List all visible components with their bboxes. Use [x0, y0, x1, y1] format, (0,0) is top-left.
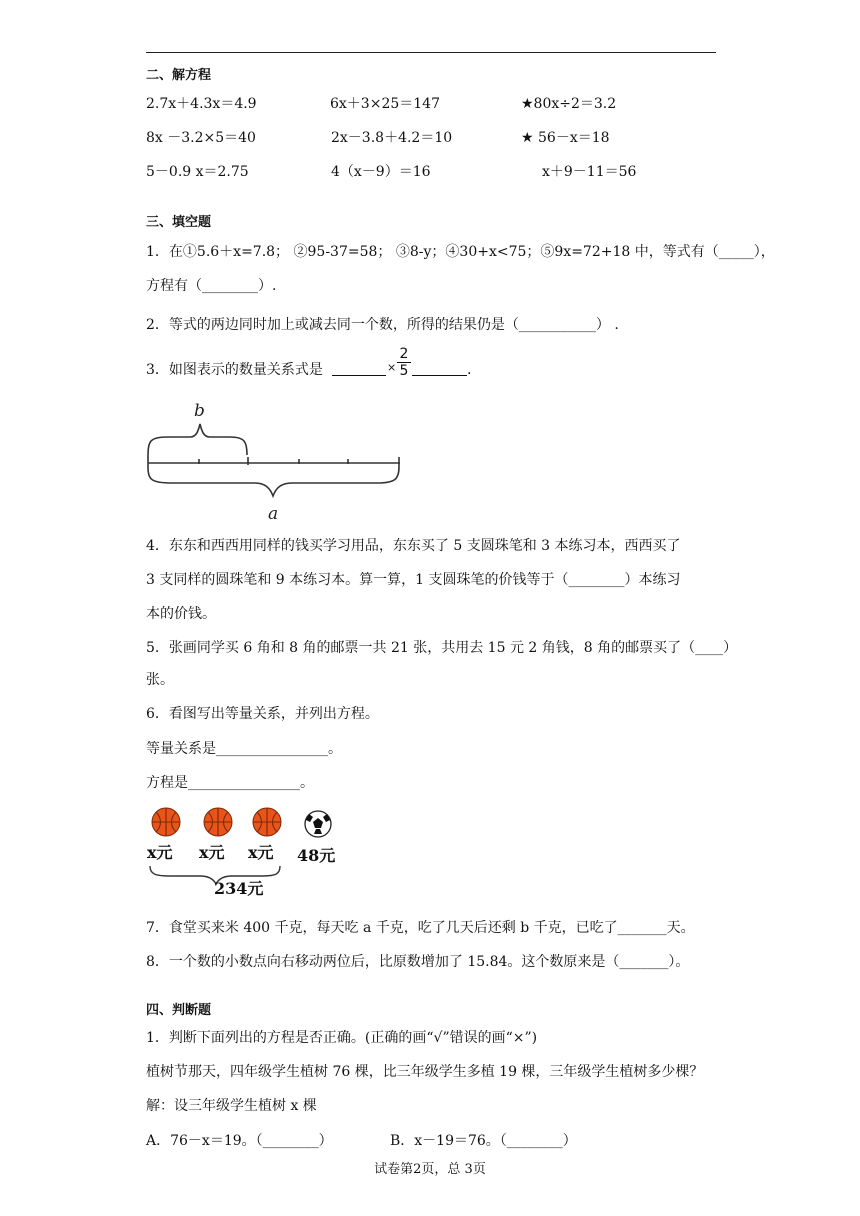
question-3-6-line-3: 方程是________________。 [146, 775, 314, 791]
equation-1-2: 6x＋3×25＝147 [330, 96, 440, 112]
q3-label-a: a [268, 504, 279, 524]
basketball-icon [204, 808, 232, 836]
question-3-4-line-1: 4．东东和西西用同样的钱买学习用品，东东买了 5 支圆珠笔和 3 本练习本，西西买了 [146, 538, 681, 554]
question-4-1-line-2: 植树节那天，四年级学生植树 76 棵，比三年级学生多植 19 棵，三年级学生植树多少棵？ [146, 1064, 704, 1080]
section-3-heading: 三、填空题 [146, 215, 212, 230]
q3-fraction-numerator: 2 [397, 346, 411, 363]
question-3-5-line-2: 张。 [146, 672, 174, 688]
question-3-8: 8．一个数的小数点向右移动两位后，比原数增加了 15.84。这个数原来是（_______）。 [146, 954, 690, 970]
section-4-heading: 四、判断题 [146, 1003, 212, 1018]
q3-fraction-denominator: 5 [399, 363, 409, 379]
equation-2-2: 2x－3.8＋4.2＝10 [331, 130, 453, 146]
basketball-icon [253, 808, 281, 836]
question-3-6-line-1: 6．看图写出等量关系，并列出方程。 [146, 706, 379, 722]
question-3-7: 7．食堂买来米 400 千克，每天吃 a 千克，吃了几天后还剩 b 千克，已吃了_______天。 [146, 920, 695, 936]
equation-1-1: 2.7x＋4.3x＝4.9 [146, 96, 257, 112]
question-4-1-option-a: A．76－x＝19。（________） [146, 1133, 333, 1149]
basketball-icon [152, 808, 180, 836]
equation-3-3: x＋9－11＝56 [542, 164, 637, 180]
equation-2-1: 8x －3.2×5＝40 [146, 130, 256, 146]
equation-1-3: ★80x÷2＝3.2 [521, 96, 617, 112]
equation-3-2: 4（x－9）＝16 [331, 164, 431, 180]
question-3-2: 2．等式的两边同时加上或减去同一个数，所得的结果仍是（___________） . [146, 317, 619, 333]
question-3-4-line-3: 本的价钱。 [146, 606, 216, 622]
question-4-1-line-3: 解：设三年级学生植树 x 棵 [146, 1098, 317, 1114]
q6-label-3: x元 [248, 843, 274, 862]
q3-times-sign: × [387, 361, 397, 374]
q3-period: . [467, 362, 472, 378]
question-3-5-line-1: 5．张画同学买 6 角和 8 角的邮票一共 21 张，共用去 15 元 2 角钱，8 角的邮票买了（____） [146, 640, 738, 656]
question-4-1-line-1: 1．判断下面列出的方程是否正确。(正确的画“√”错误的画“×”) [146, 1030, 538, 1046]
question-3-3-prefix: 3．如图表示的数量关系式是 [146, 362, 323, 378]
q6-label-2: x元 [199, 843, 225, 862]
soccer-ball-icon [305, 811, 331, 837]
q6-label-4: 48元 [297, 846, 336, 865]
equation-2-3: ★ 56－x＝18 [521, 130, 610, 146]
question-3-1-line-1: 1．在①5.6＋x=7.8； ②95-37=58； ③8-y；④30+x<75；⑤9x=72+18 中，等式有（_____）， [146, 244, 775, 260]
question-3-1-line-2: 方程有（________）. [146, 278, 277, 294]
q6-label-1: x元 [147, 843, 173, 862]
question-3-4-line-2: 3 支同样的圆珠笔和 9 本练习本。算一算，1 支圆珠笔的价钱等于（________）本练习 [146, 572, 681, 588]
q3-label-b: b [194, 401, 205, 421]
q6-total-label: 234元 [214, 879, 264, 898]
question-3-6-line-2: 等量关系是________________。 [146, 741, 342, 757]
question-4-1-option-b: B．x－19＝76。（________） [390, 1133, 577, 1149]
page-footer: 试卷第2页，总 3页 [374, 1162, 486, 1177]
section-2-heading: 二、解方程 [146, 68, 212, 83]
equation-3-1: 5－0.9 x＝2.75 [146, 164, 249, 180]
